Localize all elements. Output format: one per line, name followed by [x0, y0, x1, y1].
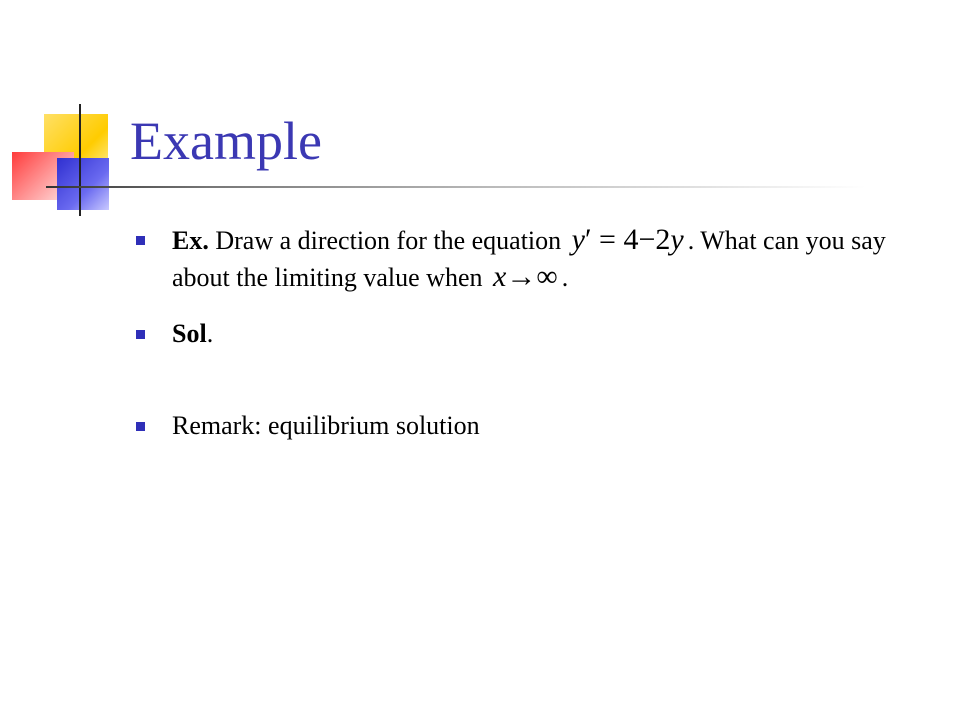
bullet-example: [136, 222, 936, 296]
square-bullet-icon: [136, 422, 145, 431]
slide-title: Example: [130, 111, 322, 171]
eq-rhs-var: y: [670, 223, 684, 256]
solution-text: .: [206, 319, 214, 348]
square-bullet-icon: [136, 330, 145, 339]
equation: [572, 223, 684, 256]
limit-arrow: →: [506, 260, 537, 293]
remark-text: Remark: equilibrium solution: [172, 411, 480, 440]
logo-blue-square: [57, 158, 109, 210]
example-end-punct: .: [561, 263, 569, 292]
eq-prime: ′: [584, 223, 592, 256]
limit-infinity: ∞: [536, 260, 558, 293]
example-text-after: . What can you say about the limiting value when: [172, 226, 886, 292]
solution-label: Sol: [172, 319, 207, 348]
eq-equals: =: [599, 223, 616, 256]
bullet-remark: [136, 408, 936, 444]
logo-vertical-line: [79, 104, 81, 216]
bullet-solution: [136, 316, 936, 352]
eq-coef: 2: [655, 223, 671, 256]
example-text-before: Draw a direction for the equation: [208, 226, 562, 255]
square-bullet-icon: [136, 236, 145, 245]
example-label: Ex.: [172, 226, 209, 255]
limit-expression: [493, 260, 558, 293]
eq-const: 4: [623, 223, 639, 256]
eq-minus: −: [638, 223, 656, 256]
bullet-list: [136, 222, 936, 444]
limit-var: x: [493, 260, 507, 293]
title-underline: [46, 186, 866, 188]
eq-lhs-var: y: [571, 223, 585, 256]
